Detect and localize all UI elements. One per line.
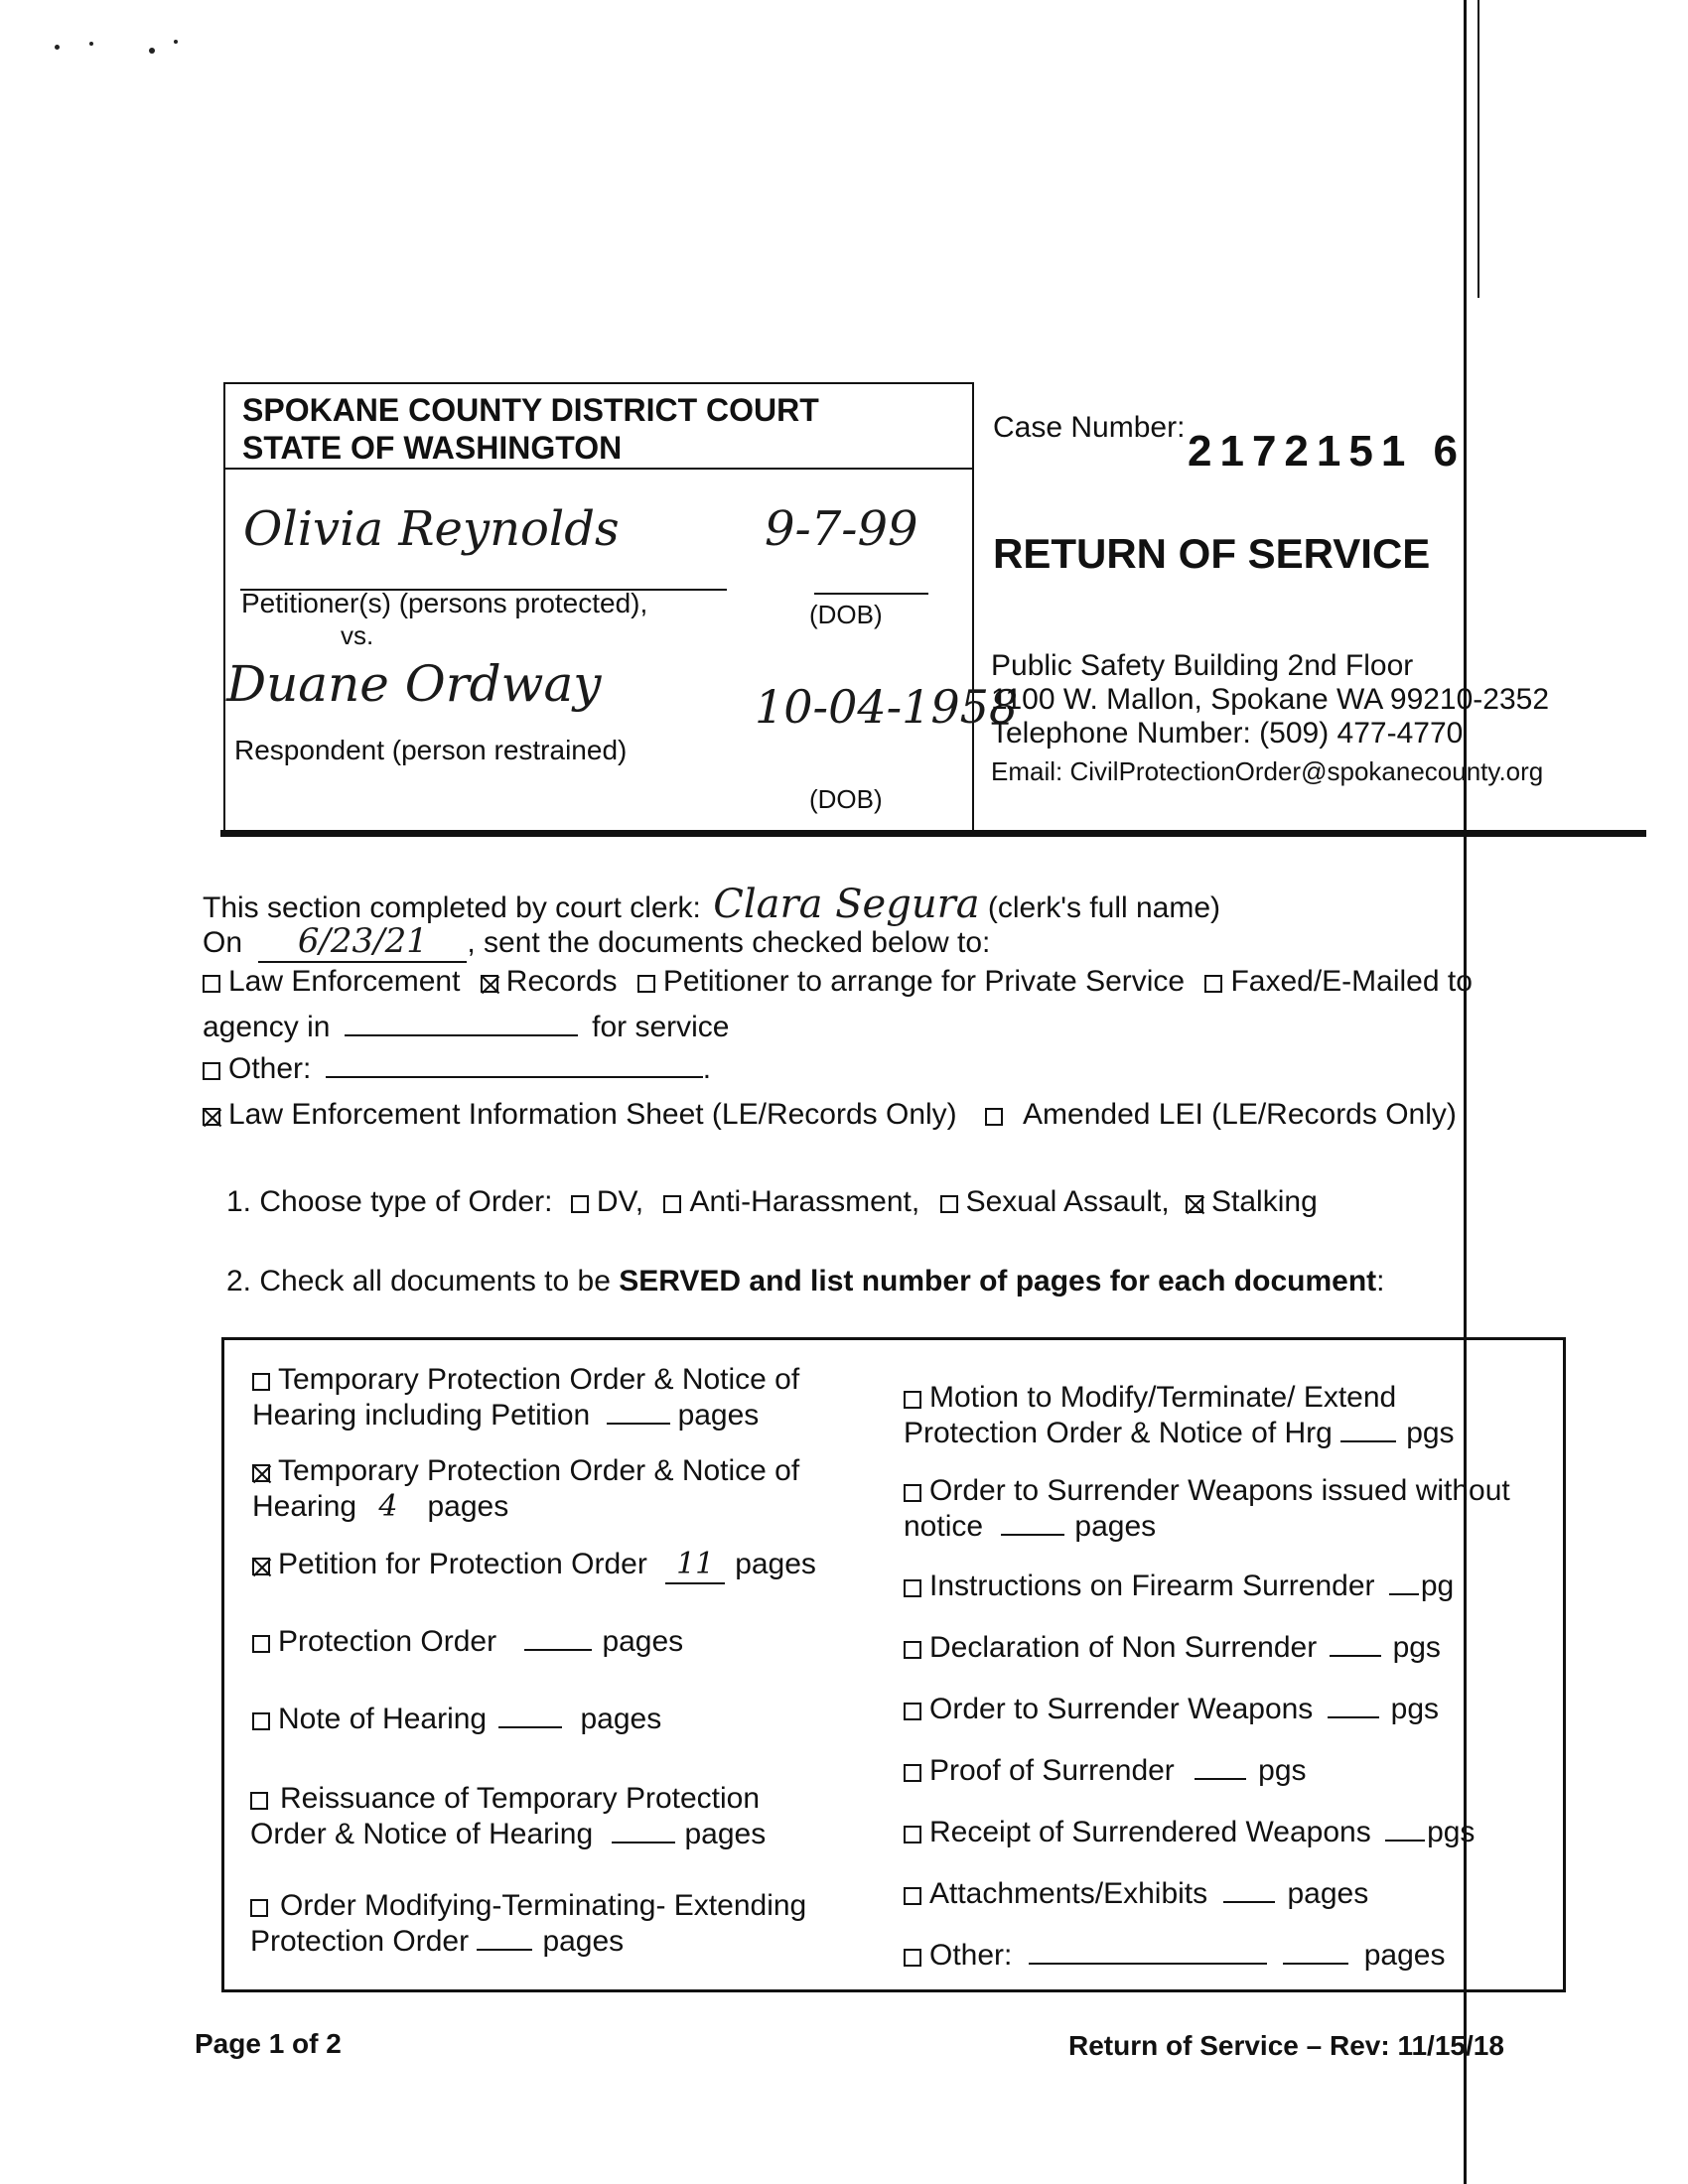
- surrender-without-notice-checkbox[interactable]: [904, 1484, 921, 1502]
- caption-bottom-rule: [220, 830, 1646, 837]
- office-email: Email: CivilProtectionOrder@spokanecounty.org: [991, 756, 1544, 786]
- doc-non-surrender: [904, 1630, 1441, 1666]
- pages-label: pages: [1074, 1510, 1157, 1543]
- doc-proof: [904, 1753, 1307, 1789]
- pages-label: pages: [735, 1548, 816, 1580]
- scan-speck: [89, 42, 93, 46]
- receipt-label: Receipt of Surrendered Weapons: [929, 1816, 1371, 1848]
- reissuance-line2: Order & Notice of Hearing: [250, 1818, 594, 1850]
- caption-left-border: [223, 470, 225, 834]
- other-row: Other: .: [203, 1050, 711, 1086]
- proof-label: Proof of Surrender: [929, 1754, 1175, 1787]
- amended-lei-checkbox[interactable]: [985, 1108, 1003, 1126]
- receipt-pages-field[interactable]: [1385, 1816, 1425, 1842]
- petitioner-name: Olivia Reynolds: [243, 501, 620, 557]
- dv-label: DV,: [596, 1185, 644, 1218]
- firearm-instructions-pages-field[interactable]: [1389, 1570, 1419, 1595]
- note-of-hearing-checkbox[interactable]: [252, 1712, 270, 1730]
- protection-order-pages-field[interactable]: [524, 1625, 592, 1651]
- office-line-2: 1100 W. Mallon, Spokane WA 99210-2352: [991, 683, 1550, 716]
- pages-label: pages: [684, 1818, 767, 1850]
- agency-row: [203, 1009, 730, 1044]
- scan-speck: [174, 40, 178, 44]
- pgs-label: pgs: [1406, 1417, 1455, 1449]
- doc-other-checkbox[interactable]: [904, 1949, 921, 1967]
- doc-surrender-without-notice: [904, 1473, 1510, 1545]
- doc-other-label: Other:: [929, 1939, 1013, 1972]
- attachments-label: Attachments/Exhibits: [929, 1877, 1208, 1910]
- note-of-hearing-label: Note of Hearing: [278, 1703, 488, 1735]
- sexual-assault-checkbox[interactable]: [940, 1195, 958, 1213]
- sent-text: , sent the documents checked below to:: [467, 926, 991, 959]
- case-number-label: Case Number:: [993, 411, 1186, 444]
- form-revision: Return of Service – Rev: 11/15/18: [1068, 2030, 1504, 2061]
- receipt-checkbox[interactable]: [904, 1826, 921, 1843]
- send-options-row: [203, 965, 1473, 999]
- other-label: Other:: [228, 1052, 312, 1085]
- order-surrender-checkbox[interactable]: [904, 1703, 921, 1720]
- petition-pages-value: 11: [665, 1547, 725, 1584]
- respondent-name: Duane Ordway: [226, 655, 602, 713]
- non-surrender-label: Declaration of Non Surrender: [929, 1631, 1318, 1664]
- clerk-name: Clara Segura: [713, 882, 980, 927]
- tpo-pages-value: 4: [378, 1489, 398, 1524]
- clerk-intro: This section completed by court clerk:: [203, 891, 701, 924]
- motion-checkbox[interactable]: [904, 1391, 921, 1409]
- protection-order-checkbox[interactable]: [252, 1635, 270, 1653]
- modifying-checkbox[interactable]: [250, 1899, 268, 1917]
- office-line-1: Public Safety Building 2nd Floor: [991, 649, 1414, 682]
- other-checkbox[interactable]: [203, 1062, 220, 1080]
- surrender-without-notice-line2: notice: [904, 1510, 984, 1543]
- pages-label: pages: [542, 1925, 625, 1958]
- court-name: [242, 391, 819, 467]
- court-line-1: SPOKANE COUNTY DISTRICT COURT: [242, 392, 819, 428]
- petitioner-label: Petitioner(s) (persons protected),: [241, 588, 648, 618]
- modifying-line1: Order Modifying-Terminating- Extending: [280, 1889, 807, 1922]
- page-number: Page 1 of 2: [195, 2028, 342, 2059]
- pages-label: pages: [427, 1490, 509, 1523]
- doc-other-pages-field[interactable]: [1283, 1939, 1348, 1965]
- pgs-label: pgs: [1258, 1754, 1307, 1787]
- clerk-hint: (clerk's full name): [987, 891, 1221, 924]
- non-surrender-pages-field[interactable]: [1330, 1631, 1381, 1657]
- order-surrender-label: Order to Surrender Weapons: [929, 1693, 1314, 1725]
- agency-field[interactable]: [345, 1009, 578, 1036]
- surrender-without-notice-pages-field[interactable]: [1001, 1510, 1064, 1536]
- clerk-date-row: [203, 921, 990, 963]
- doc-receipt: [904, 1815, 1475, 1850]
- order-surrender-pages-field[interactable]: [1328, 1693, 1379, 1718]
- respondent-dob: 10-04-1958: [755, 680, 1019, 734]
- surrender-without-notice-line1: Order to Surrender Weapons issued without: [929, 1474, 1510, 1507]
- amended-lei-label: Amended LEI (LE/Records Only): [1023, 1098, 1457, 1131]
- doc-reissuance: [250, 1781, 766, 1852]
- pages-label: pages: [1287, 1877, 1369, 1910]
- doc-modifying: [250, 1888, 806, 1960]
- faxed-checkbox[interactable]: [1204, 975, 1222, 993]
- pages-label: pages: [580, 1703, 662, 1735]
- agency-in-label: agency in: [203, 1011, 331, 1043]
- reissuance-line1: Reissuance of Temporary Protection: [280, 1782, 761, 1815]
- tpo-line1: Temporary Protection Order & Notice of: [278, 1454, 800, 1487]
- caption-divider: [972, 382, 974, 834]
- court-line-2: STATE OF WASHINGTON: [242, 430, 623, 466]
- petitioner-dob: 9-7-99: [765, 501, 918, 557]
- doc-motion: [904, 1380, 1455, 1451]
- petitioner-dob-label: (DOB): [809, 600, 883, 629]
- docs-instruction-suffix: :: [1376, 1265, 1385, 1297]
- scan-speck: [149, 48, 155, 54]
- sexual-assault-label: Sexual Assault,: [965, 1185, 1170, 1218]
- vs-label: vs.: [341, 620, 374, 650]
- firearm-instructions-label: Instructions on Firearm Surrender: [929, 1570, 1375, 1602]
- scan-speck: [55, 45, 60, 50]
- pgs-label: pgs: [1390, 1693, 1440, 1725]
- doc-attachments: [904, 1876, 1368, 1912]
- doc-petition: [252, 1547, 816, 1584]
- attachments-checkbox[interactable]: [904, 1887, 921, 1905]
- records-label: Records: [505, 965, 618, 998]
- motion-pages-field[interactable]: [1340, 1417, 1396, 1442]
- protection-order-label: Protection Order: [278, 1625, 497, 1658]
- faxed-label: Faxed/E-Mailed to: [1230, 965, 1473, 998]
- records-checkbox[interactable]: [481, 975, 498, 993]
- stalking-checkbox[interactable]: [1186, 1195, 1203, 1213]
- case-number-value: 2172151 6: [1188, 427, 1466, 476]
- doc-tpo-petition: [252, 1362, 799, 1433]
- doc-note-of-hearing: [252, 1702, 661, 1737]
- lei-sheet-label: Law Enforcement Information Sheet (LE/Records Only): [228, 1098, 957, 1131]
- pages-label: pages: [602, 1625, 684, 1658]
- pgs-label: pgs: [1392, 1631, 1441, 1664]
- tpo-petition-pages-field[interactable]: [607, 1399, 670, 1425]
- proof-pages-field[interactable]: [1195, 1754, 1246, 1780]
- attachments-pages-field[interactable]: [1223, 1877, 1275, 1903]
- doc-protection-order: [252, 1624, 683, 1660]
- tpo-checkbox[interactable]: [252, 1464, 270, 1482]
- tpo-petition-line1: Temporary Protection Order & Notice of: [278, 1363, 800, 1396]
- petitioner-service-checkbox[interactable]: [637, 975, 655, 993]
- order-type-label: 1. Choose type of Order:: [226, 1185, 553, 1218]
- other-field[interactable]: [326, 1050, 703, 1078]
- pages-label: pages: [677, 1399, 760, 1432]
- for-service-label: for service: [592, 1011, 730, 1043]
- return-of-service-title: RETURN OF SERVICE: [993, 530, 1431, 577]
- doc-other: [904, 1938, 1445, 1974]
- respondent-label: Respondent (person restrained): [234, 735, 628, 765]
- petitioner-service-label: Petitioner to arrange for Private Service: [662, 965, 1186, 998]
- respondent-dob-label: (DOB): [809, 784, 883, 814]
- firearm-instructions-checkbox[interactable]: [904, 1579, 921, 1597]
- pages-label: pages: [1363, 1939, 1446, 1972]
- lei-sheet-checkbox[interactable]: [203, 1108, 220, 1126]
- note-of-hearing-pages-field[interactable]: [498, 1703, 562, 1728]
- lei-row: [203, 1098, 1457, 1132]
- office-address: [991, 649, 1549, 788]
- petition-label: Petition for Protection Order: [278, 1548, 647, 1580]
- motion-line1: Motion to Modify/Terminate/ Extend: [929, 1381, 1397, 1414]
- office-line-3: Telephone Number: (509) 477-4770: [991, 717, 1464, 750]
- modifying-line2: Protection Order: [250, 1925, 470, 1958]
- non-surrender-checkbox[interactable]: [904, 1641, 921, 1659]
- pg-label: pg: [1420, 1570, 1455, 1602]
- proof-checkbox[interactable]: [904, 1764, 921, 1782]
- motion-line2: Protection Order & Notice of Hrg: [904, 1417, 1333, 1449]
- on-label: On: [203, 926, 243, 959]
- reissuance-pages-field[interactable]: [612, 1818, 675, 1843]
- doc-order-surrender: [904, 1692, 1439, 1727]
- pgs-label: pgs: [1427, 1816, 1476, 1848]
- law-enforcement-checkbox[interactable]: [203, 975, 220, 993]
- reissuance-checkbox[interactable]: [250, 1792, 268, 1810]
- doc-firearm-instructions: [904, 1569, 1454, 1604]
- order-type-row: [226, 1185, 1318, 1219]
- stalking-label: Stalking: [1211, 1185, 1318, 1218]
- scan-edge-line-top: [1477, 0, 1479, 298]
- dv-checkbox[interactable]: [571, 1195, 589, 1213]
- doc-other-name-field[interactable]: [1029, 1939, 1267, 1965]
- docs-instruction-prefix: 2. Check all documents to be: [226, 1265, 620, 1297]
- anti-harassment-label: Anti-Harassment,: [689, 1185, 920, 1218]
- tpo-petition-checkbox[interactable]: [252, 1373, 270, 1391]
- docs-instruction-bold: SERVED and list number of pages for each document: [619, 1265, 1377, 1297]
- doc-tpo: [252, 1453, 799, 1525]
- petition-checkbox[interactable]: [252, 1558, 270, 1575]
- anti-harassment-checkbox[interactable]: [663, 1195, 681, 1213]
- petitioner-dob-line: [814, 593, 928, 595]
- law-enforcement-label: Law Enforcement: [228, 965, 461, 998]
- tpo-line2: Hearing: [252, 1490, 357, 1523]
- docs-instruction: [226, 1265, 1384, 1298]
- sent-date: 6/23/21: [258, 921, 467, 963]
- modifying-pages-field[interactable]: [477, 1925, 532, 1951]
- tpo-petition-line2: Hearing including Petition: [252, 1399, 591, 1432]
